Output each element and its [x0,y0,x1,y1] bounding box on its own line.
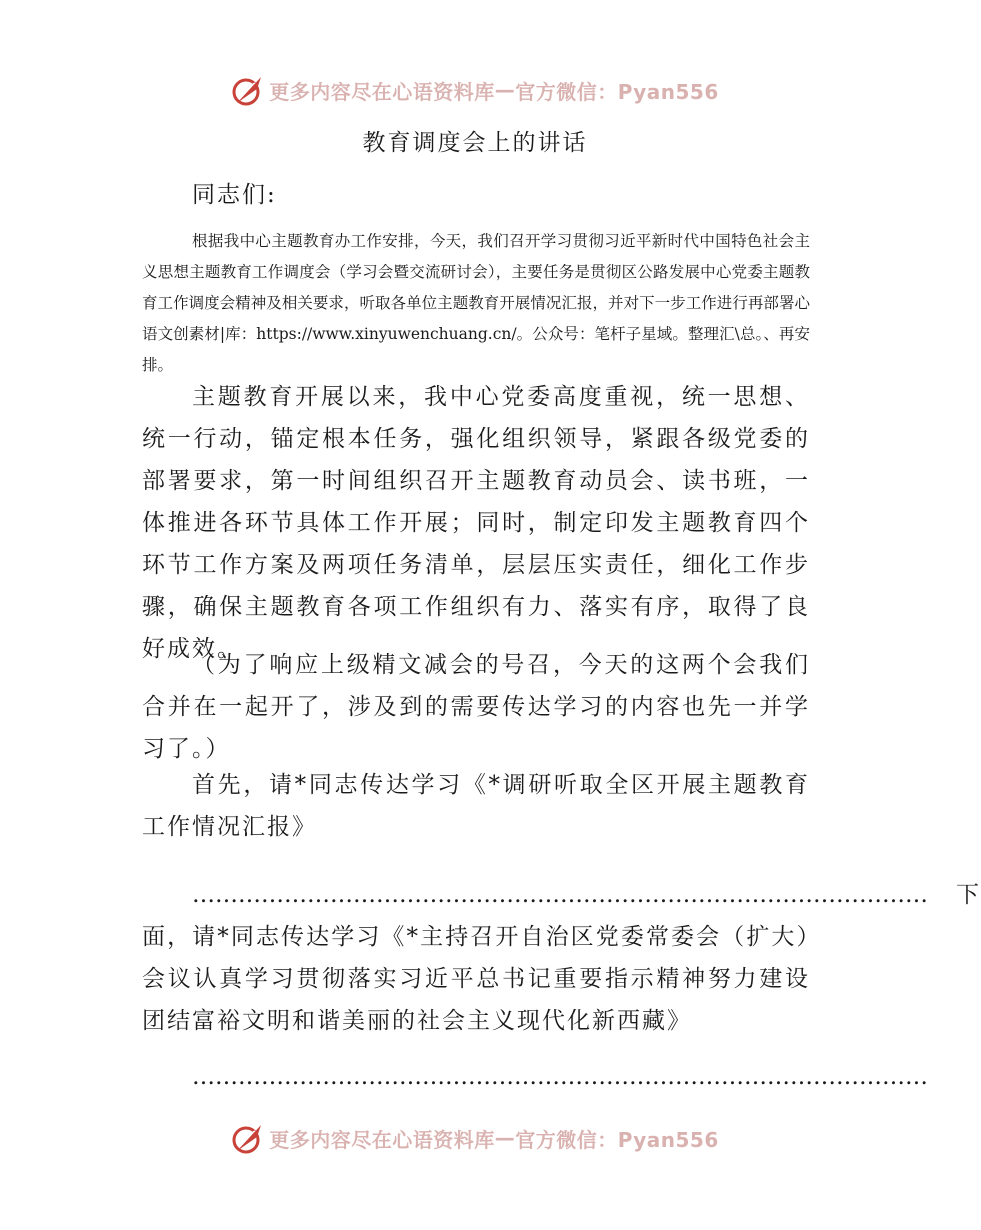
paragraph-4-text: 下面，请*同志传达学习《*主持召开自治区党委常委会（扩大）会议认真学习贯彻落实习近平总书记重要指示精神努力建设团结富裕文明和谐美丽的社会主义现代化新西藏》 [142,882,981,1034]
paragraph-4 [142,874,981,1042]
footer-banner-text: 更多内容尽在心语资料库 [269,1127,495,1152]
paragraph-3: 首先，请*同志传达学习《*调研听取全区开展主题教育工作情况汇报》 [142,772,810,840]
paragraph-2: （为了响应上级精文减会的号召，今天的这两个会我们合并在一起开了，涉及到的需要传达学习的内容也先一并学习了。） [142,652,810,762]
footer-banner-suffix: 官方微信：Pyan556 [515,1127,719,1152]
footer-banner-dash: — [494,1126,516,1150]
ellipsis-line-end: …………………………………………………………………………………… [192,1064,928,1090]
header-banner-dash: — [494,78,516,102]
ellipsis-line: …………………………………………………………………………………… [192,882,928,908]
quill-logo-icon [231,1121,265,1155]
header-watermark-banner [0,70,950,110]
header-banner-text: 更多内容尽在心语资料库 [269,79,495,104]
intro-paragraph: 根据我中心主题教育办工作安排，今天，我们召开学习贯彻习近平新时代中国特色社会主义思想主题教育工作调度会（学习会暨交流研讨会），主要任务是贯彻区公路发展中心党委主题教育工作调度会精神及相关要求，听取各单位主题教育开展情况汇报，并对下一步工作进行再部署心语文创素材|库：https://www.xinyuwenchuang.cn/。公众号：笔杆子星域。整理汇\总。、再安排。 [142,232,810,374]
paragraph-1: 主题教育开展以来，我中心党委高度重视，统一思想、统一行动，锚定根本任务，强化组织领导，紧跟各级党委的部署要求，第一时间组织召开主题教育动员会、读书班，一体推进各环节具体工作开展；同时，制定印发主题教育四个环节工作方案及两项任务清单，层层压实责任，细化工作步骤，确保主题教育各项工作组织有力、落实有序，取得了良好成效。 [142,384,810,662]
greeting: 同志们: [192,182,277,208]
quill-logo-icon [231,73,265,107]
footer-watermark-banner [0,1118,950,1158]
header-banner-suffix: 官方微信：Pyan556 [515,79,719,104]
document-title: 教育调度会上的讲话 [362,130,588,156]
